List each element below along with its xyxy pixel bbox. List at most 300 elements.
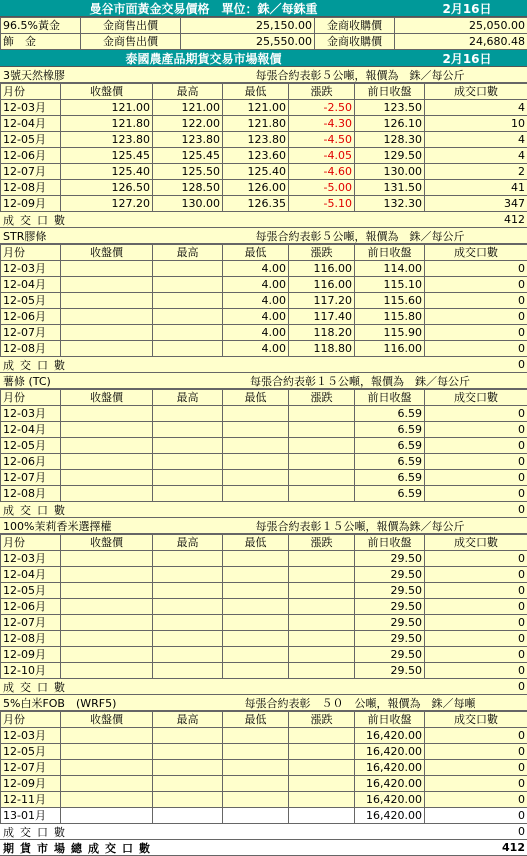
table-cell xyxy=(289,792,355,808)
gold-cell: 飾 金 xyxy=(1,34,81,50)
table-cell xyxy=(153,406,223,422)
table-cell: 0 xyxy=(425,728,527,744)
column-header: 收盤價 xyxy=(61,245,153,261)
table-cell xyxy=(153,583,223,599)
table-cell xyxy=(61,663,153,679)
futures-header xyxy=(0,50,527,67)
table-cell: 12-09月 xyxy=(1,776,61,792)
table-cell xyxy=(289,728,355,744)
table-cell xyxy=(223,647,289,663)
column-header: 成交口數 xyxy=(425,535,527,551)
table-row xyxy=(1,196,527,212)
table-row xyxy=(1,486,527,502)
table-cell xyxy=(61,647,153,663)
table-cell xyxy=(153,744,223,760)
table-cell xyxy=(223,486,289,502)
table-cell: 126.50 xyxy=(61,180,153,196)
table-cell xyxy=(153,663,223,679)
table-cell xyxy=(223,438,289,454)
section-total-label: 成交口數 xyxy=(3,679,445,695)
table-cell: -4.05 xyxy=(289,148,355,164)
gold-cell: 金商售出價 xyxy=(81,18,181,34)
column-header: 漲跌 xyxy=(289,535,355,551)
column-header: 最高 xyxy=(153,712,223,728)
table-cell: 121.80 xyxy=(61,116,153,132)
table-row xyxy=(1,164,527,180)
section-note: 每張合約表彰１５公噸，報價為 銖／每公斤 xyxy=(193,373,527,389)
table-cell: 12-09月 xyxy=(1,647,61,663)
table-cell xyxy=(61,486,153,502)
section-total-value: 0 xyxy=(445,358,527,371)
table-cell xyxy=(61,438,153,454)
table-cell: 126.10 xyxy=(355,116,425,132)
table-row xyxy=(1,808,527,824)
table-cell xyxy=(289,631,355,647)
column-header: 漲跌 xyxy=(289,712,355,728)
table-cell: 0 xyxy=(425,663,527,679)
column-header: 漲跌 xyxy=(289,245,355,261)
table-cell xyxy=(153,615,223,631)
table-cell: -5.00 xyxy=(289,180,355,196)
table-row xyxy=(1,551,527,567)
grand-total-value: 412 xyxy=(445,841,527,854)
table-row xyxy=(1,647,527,663)
table-cell: 130.00 xyxy=(153,196,223,212)
table-cell xyxy=(223,454,289,470)
table-cell: 121.00 xyxy=(223,100,289,116)
table-cell xyxy=(289,486,355,502)
table-cell xyxy=(61,325,153,341)
table-cell: 12-09月 xyxy=(1,196,61,212)
table-cell xyxy=(289,470,355,486)
column-header: 前日收盤 xyxy=(355,390,425,406)
table-cell: 0 xyxy=(425,583,527,599)
table-cell: 116.00 xyxy=(289,277,355,293)
table-cell: 0 xyxy=(425,760,527,776)
table-cell: 117.40 xyxy=(289,309,355,325)
table-cell: 121.00 xyxy=(153,100,223,116)
section-header xyxy=(0,228,527,244)
column-header: 前日收盤 xyxy=(355,84,425,100)
table-cell xyxy=(223,776,289,792)
table-cell xyxy=(61,551,153,567)
table-row xyxy=(1,438,527,454)
table-cell: 4.00 xyxy=(223,309,289,325)
table-cell: 0 xyxy=(425,744,527,760)
table-cell xyxy=(61,454,153,470)
section-total-label: 成交口數 xyxy=(3,824,445,840)
table-cell xyxy=(153,631,223,647)
table-cell: 6.59 xyxy=(355,422,425,438)
table-cell: 123.60 xyxy=(223,148,289,164)
table-cell xyxy=(223,728,289,744)
table-cell: 12-11月 xyxy=(1,792,61,808)
table-cell: 6.59 xyxy=(355,470,425,486)
table-cell: 125.40 xyxy=(223,164,289,180)
column-header: 收盤價 xyxy=(61,535,153,551)
table-row xyxy=(1,663,527,679)
table-cell xyxy=(289,551,355,567)
gold-row xyxy=(1,18,527,34)
column-header: 成交口數 xyxy=(425,84,527,100)
table-row xyxy=(1,599,527,615)
section-name: 100%茉莉香米選擇權 xyxy=(3,518,193,534)
table-cell: 0 xyxy=(425,293,527,309)
table-cell: 0 xyxy=(425,631,527,647)
column-header: 月份 xyxy=(1,390,61,406)
table-cell: 0 xyxy=(425,486,527,502)
table-cell: 12-07月 xyxy=(1,325,61,341)
section-table xyxy=(0,244,527,357)
table-cell: 16,420.00 xyxy=(355,728,425,744)
column-header-row xyxy=(1,535,527,551)
table-cell xyxy=(153,599,223,615)
table-cell xyxy=(61,470,153,486)
table-cell: 0 xyxy=(425,551,527,567)
table-cell xyxy=(153,261,223,277)
table-cell: 13-01月 xyxy=(1,808,61,824)
table-cell xyxy=(61,341,153,357)
gold-cell: 金商收購價 xyxy=(315,18,395,34)
gold-table xyxy=(0,17,527,50)
table-cell: 12-03月 xyxy=(1,728,61,744)
section-name: 3號天然橡膠 xyxy=(3,67,193,83)
table-row xyxy=(1,116,527,132)
column-header: 月份 xyxy=(1,712,61,728)
table-cell xyxy=(61,567,153,583)
table-cell: 123.80 xyxy=(153,132,223,148)
table-cell xyxy=(289,808,355,824)
table-row xyxy=(1,325,527,341)
table-row xyxy=(1,180,527,196)
table-row xyxy=(1,148,527,164)
table-cell: 12-05月 xyxy=(1,583,61,599)
gold-cell: 24,680.48 xyxy=(395,34,527,50)
table-cell xyxy=(289,615,355,631)
table-cell xyxy=(61,728,153,744)
table-cell: 12-05月 xyxy=(1,438,61,454)
table-cell: 117.20 xyxy=(289,293,355,309)
table-cell: -4.60 xyxy=(289,164,355,180)
table-cell: 29.50 xyxy=(355,615,425,631)
section-table xyxy=(0,534,527,679)
table-cell: 4 xyxy=(425,100,527,116)
table-cell: 4.00 xyxy=(223,261,289,277)
section-total-row xyxy=(0,679,527,695)
section-header xyxy=(0,695,527,711)
gold-row xyxy=(1,34,527,50)
table-cell xyxy=(289,647,355,663)
table-cell: 16,420.00 xyxy=(355,760,425,776)
table-row xyxy=(1,100,527,116)
table-cell: -4.30 xyxy=(289,116,355,132)
column-header: 月份 xyxy=(1,535,61,551)
table-cell: 0 xyxy=(425,454,527,470)
table-cell xyxy=(289,422,355,438)
table-cell: 12-03月 xyxy=(1,100,61,116)
table-cell: 0 xyxy=(425,470,527,486)
table-cell: 118.80 xyxy=(289,341,355,357)
table-cell: 29.50 xyxy=(355,631,425,647)
table-cell xyxy=(153,776,223,792)
table-cell xyxy=(289,663,355,679)
table-cell xyxy=(223,567,289,583)
column-header-row xyxy=(1,84,527,100)
futures-sections xyxy=(0,67,527,840)
gold-date: 2月16日 xyxy=(407,0,527,17)
table-cell xyxy=(61,776,153,792)
table-row xyxy=(1,341,527,357)
futures-date: 2月16日 xyxy=(407,50,527,67)
section-total-row xyxy=(0,824,527,840)
table-row xyxy=(1,760,527,776)
table-cell: 6.59 xyxy=(355,438,425,454)
table-cell: 0 xyxy=(425,309,527,325)
table-cell: 41 xyxy=(425,180,527,196)
section-name: 薯條 (TC) xyxy=(3,373,193,389)
table-cell: 126.00 xyxy=(223,180,289,196)
column-header: 最高 xyxy=(153,245,223,261)
table-cell xyxy=(61,631,153,647)
table-cell xyxy=(289,406,355,422)
table-cell: 6.59 xyxy=(355,486,425,502)
table-cell: 115.10 xyxy=(355,277,425,293)
column-header: 前日收盤 xyxy=(355,535,425,551)
column-header: 前日收盤 xyxy=(355,245,425,261)
table-cell: 128.50 xyxy=(153,180,223,196)
table-cell: 12-03月 xyxy=(1,551,61,567)
table-cell: 4.00 xyxy=(223,341,289,357)
gold-header xyxy=(0,0,527,17)
table-cell: 114.00 xyxy=(355,261,425,277)
table-cell: 128.30 xyxy=(355,132,425,148)
table-cell: 12-07月 xyxy=(1,615,61,631)
table-cell xyxy=(153,341,223,357)
table-row xyxy=(1,728,527,744)
table-cell xyxy=(153,647,223,663)
table-cell: 122.00 xyxy=(153,116,223,132)
table-cell: 115.60 xyxy=(355,293,425,309)
table-cell xyxy=(153,760,223,776)
section-header xyxy=(0,518,527,534)
section-table xyxy=(0,711,527,824)
table-cell: 125.40 xyxy=(61,164,153,180)
table-cell: 16,420.00 xyxy=(355,792,425,808)
table-cell: 12-06月 xyxy=(1,148,61,164)
table-cell xyxy=(289,438,355,454)
table-row xyxy=(1,615,527,631)
table-cell: 121.80 xyxy=(223,116,289,132)
table-cell xyxy=(223,615,289,631)
table-cell: 29.50 xyxy=(355,663,425,679)
table-cell xyxy=(153,728,223,744)
column-header-row xyxy=(1,390,527,406)
table-cell: 0 xyxy=(425,422,527,438)
table-row xyxy=(1,309,527,325)
table-cell xyxy=(153,486,223,502)
column-header: 最高 xyxy=(153,84,223,100)
table-row xyxy=(1,776,527,792)
section-note: 每張合約表彰５公噸，報價為 銖／每公斤 xyxy=(193,228,527,244)
futures-title: 泰國農產品期貨交易市場報價 xyxy=(0,50,407,67)
table-cell: 116.00 xyxy=(289,261,355,277)
column-header: 最高 xyxy=(153,390,223,406)
gold-cell: 金商收購價 xyxy=(315,34,395,50)
section-total-label: 成交口數 xyxy=(3,357,445,373)
grand-total-label: 期貨市場總成交口數 xyxy=(3,840,445,856)
table-cell: 0 xyxy=(425,261,527,277)
table-cell xyxy=(153,438,223,454)
table-cell: 29.50 xyxy=(355,567,425,583)
table-cell: 118.20 xyxy=(289,325,355,341)
table-cell: 123.80 xyxy=(61,132,153,148)
table-cell: 12-07月 xyxy=(1,470,61,486)
section-total-value: 412 xyxy=(445,213,527,226)
table-cell: 12-05月 xyxy=(1,132,61,148)
table-cell: 6.59 xyxy=(355,454,425,470)
table-cell: 132.30 xyxy=(355,196,425,212)
table-cell xyxy=(289,760,355,776)
table-row xyxy=(1,132,527,148)
column-header: 漲跌 xyxy=(289,84,355,100)
table-cell xyxy=(61,309,153,325)
table-cell xyxy=(61,760,153,776)
table-cell: 347 xyxy=(425,196,527,212)
table-cell: 129.50 xyxy=(355,148,425,164)
column-header: 收盤價 xyxy=(61,390,153,406)
table-cell: 0 xyxy=(425,325,527,341)
table-cell: 0 xyxy=(425,599,527,615)
table-cell xyxy=(153,792,223,808)
table-cell: 29.50 xyxy=(355,583,425,599)
section-total-label: 成交口數 xyxy=(3,212,445,228)
section-note: 每張合約表彰 ５０ 公噸，報價為 銖／每噸 xyxy=(193,695,527,711)
table-cell: 4 xyxy=(425,132,527,148)
column-header: 成交口數 xyxy=(425,390,527,406)
table-cell: 6.59 xyxy=(355,406,425,422)
section-note: 每張合約表彰５公噸，報價為 銖／每公斤 xyxy=(193,67,527,83)
column-header: 成交口數 xyxy=(425,712,527,728)
column-header: 最低 xyxy=(223,712,289,728)
table-cell xyxy=(61,406,153,422)
table-cell: 0 xyxy=(425,808,527,824)
table-cell: 12-05月 xyxy=(1,744,61,760)
table-cell: 125.50 xyxy=(153,164,223,180)
table-cell: 0 xyxy=(425,277,527,293)
gold-cell: 96.5%黃金 xyxy=(1,18,81,34)
column-header: 成交口數 xyxy=(425,245,527,261)
column-header: 收盤價 xyxy=(61,84,153,100)
section-total-value: 0 xyxy=(445,680,527,693)
section-total-value: 0 xyxy=(445,825,527,838)
table-cell xyxy=(61,808,153,824)
column-header: 最高 xyxy=(153,535,223,551)
table-cell: 29.50 xyxy=(355,599,425,615)
table-cell xyxy=(61,792,153,808)
table-cell xyxy=(289,776,355,792)
table-row xyxy=(1,261,527,277)
table-cell: 12-04月 xyxy=(1,116,61,132)
table-row xyxy=(1,293,527,309)
table-cell xyxy=(61,583,153,599)
table-cell: 12-06月 xyxy=(1,454,61,470)
table-cell xyxy=(153,567,223,583)
table-cell: 4 xyxy=(425,148,527,164)
table-cell: 4.00 xyxy=(223,277,289,293)
table-cell xyxy=(289,567,355,583)
section-table xyxy=(0,83,527,212)
table-cell xyxy=(153,470,223,486)
table-cell xyxy=(153,309,223,325)
table-cell: 10 xyxy=(425,116,527,132)
table-cell xyxy=(223,422,289,438)
grand-total-row xyxy=(0,840,527,856)
table-row xyxy=(1,277,527,293)
table-cell: 12-03月 xyxy=(1,261,61,277)
table-cell: 131.50 xyxy=(355,180,425,196)
table-cell xyxy=(223,760,289,776)
table-cell xyxy=(223,792,289,808)
table-row xyxy=(1,470,527,486)
table-cell: 12-05月 xyxy=(1,293,61,309)
table-cell: 123.80 xyxy=(223,132,289,148)
table-cell: 123.50 xyxy=(355,100,425,116)
column-header: 前日收盤 xyxy=(355,712,425,728)
table-cell: 12-07月 xyxy=(1,164,61,180)
table-cell: 12-08月 xyxy=(1,341,61,357)
table-cell: 130.00 xyxy=(355,164,425,180)
table-cell: 115.80 xyxy=(355,309,425,325)
table-cell xyxy=(61,599,153,615)
table-cell xyxy=(289,599,355,615)
table-cell xyxy=(61,615,153,631)
table-cell: 12-04月 xyxy=(1,422,61,438)
table-cell xyxy=(153,808,223,824)
table-cell: -4.50 xyxy=(289,132,355,148)
table-cell xyxy=(223,583,289,599)
table-cell: 115.90 xyxy=(355,325,425,341)
table-cell xyxy=(289,583,355,599)
column-header: 月份 xyxy=(1,245,61,261)
table-cell: 0 xyxy=(425,776,527,792)
table-cell xyxy=(153,454,223,470)
table-cell xyxy=(153,293,223,309)
table-cell xyxy=(223,663,289,679)
gold-cell: 25,050.00 xyxy=(395,18,527,34)
table-cell xyxy=(223,808,289,824)
column-header: 最低 xyxy=(223,535,289,551)
table-row xyxy=(1,567,527,583)
table-row xyxy=(1,631,527,647)
table-cell: 29.50 xyxy=(355,551,425,567)
section-header xyxy=(0,373,527,389)
table-cell xyxy=(153,277,223,293)
table-row xyxy=(1,583,527,599)
table-cell: 0 xyxy=(425,615,527,631)
table-cell: 125.45 xyxy=(153,148,223,164)
section-total-row xyxy=(0,357,527,373)
section-total-value: 0 xyxy=(445,503,527,516)
table-cell: -5.10 xyxy=(289,196,355,212)
table-cell xyxy=(61,277,153,293)
table-cell: 12-04月 xyxy=(1,277,61,293)
table-row xyxy=(1,454,527,470)
table-cell: 12-06月 xyxy=(1,599,61,615)
table-cell: 12-06月 xyxy=(1,309,61,325)
table-cell xyxy=(289,744,355,760)
table-row xyxy=(1,744,527,760)
table-cell xyxy=(61,744,153,760)
